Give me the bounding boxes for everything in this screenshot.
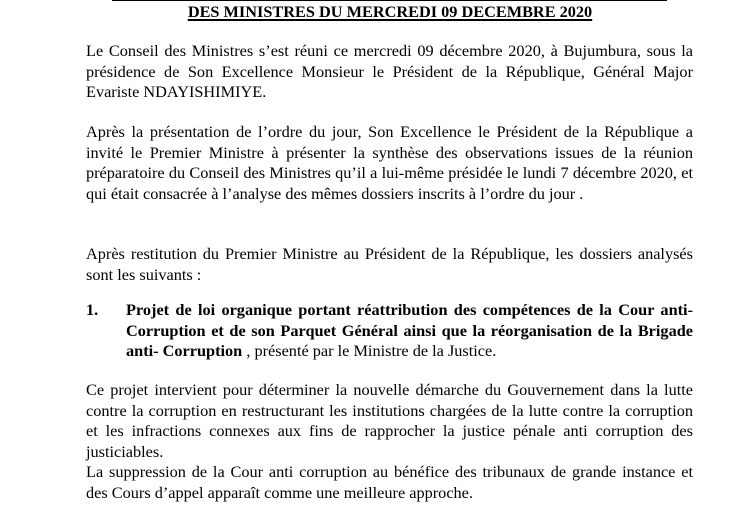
paragraph-dossiers-intro: Après restitution du Premier Ministre au Président de la République, les dossiers analysés sont les suivants :: [86, 244, 693, 284]
list-item-title: Projet de loi organique portant réattribution des compétences de la Cour anti- Corruption et de son Parquet Général ainsi que la réorganisation de la Brigade anti- Corruption: [126, 300, 693, 360]
paragraph-court-suppression: La suppression de la Cour anti corruption au bénéfice des tribunaux de grande instance et des Cours d’appel apparaît comme une meilleure approche.: [86, 462, 693, 502]
paragraph-agenda: Après la présentation de l’ordre du jour, Son Excellence le Président de la République a invité le Premier Ministre à présenter la synthèse des observations issues de la réunion préparatoire du Conseil des Ministres qu’il a lui-même présidée le lundi 7 décembre 2020, et qui était consacrée à l’analyse des mêmes dossiers inscrits à l’ordre du jour .: [86, 122, 693, 203]
dossier-list: [86, 300, 693, 362]
title-top-border: [112, 0, 667, 1]
list-item-presenter: , présenté par le Ministre de la Justice.: [242, 341, 497, 360]
paragraph-project-purpose: Ce projet intervient pour déterminer la nouvelle démarche du Gouvernement dans la lutte contre la corruption en restructurant les institutions chargées de la lutte contre la corruption et les infractions connexes aux fins de rapprocher la justice pénale anti corruption des justiciables.: [86, 380, 693, 461]
list-item: [86, 300, 693, 362]
list-item-number: 1.: [86, 300, 99, 319]
document-title: DES MINISTRES DU MERCREDI 09 DECEMBRE 2020: [187, 2, 593, 21]
paragraph-meeting-intro: Le Conseil des Ministres s’est réuni ce mercredi 09 décembre 2020, à Bujumbura, sous la présidence de Son Excellence Monsieur le Président de la République, Général Major Evariste NDAYISHIMIYE.: [86, 41, 693, 101]
